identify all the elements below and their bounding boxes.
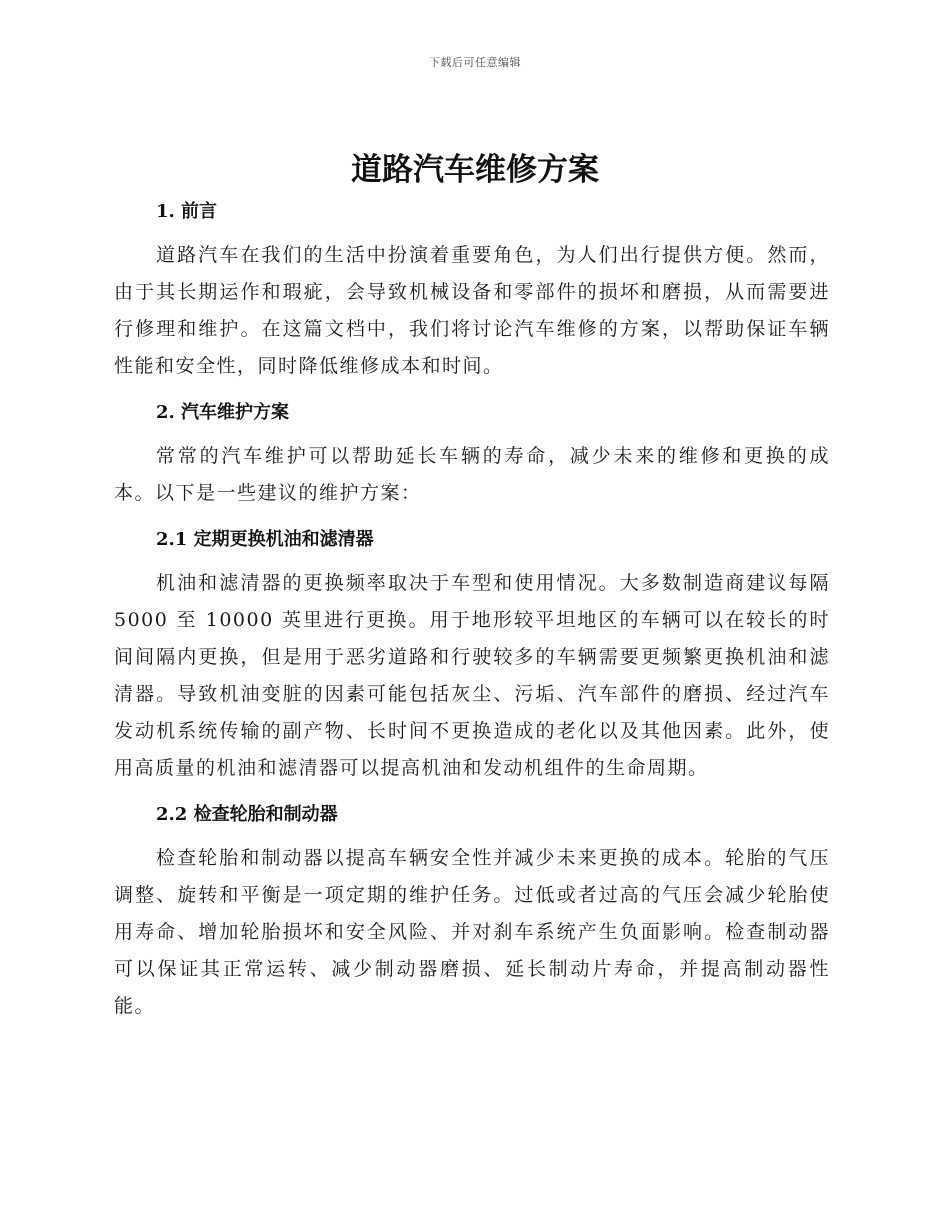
section-paragraph-tires-brakes: 检查轮胎和制动器以提高车辆安全性并减少未来更换的成本。轮胎的气压调整、旋转和平衡是一项定期的维护任务。过低或者过高的气压会减少轮胎使用寿命、增加轮胎损坏和安全风险、并对刹车系统产生负面影响。检查制动器可以保证其正常运转、减少制动器磨损、延长制动片寿命，并提高制动器性能。 — [114, 847, 830, 1017]
section-heading-preface: 1. 前言 — [156, 201, 218, 222]
document-body — [114, 194, 830, 1025]
section-heading-maintenance-plan: 2. 汽车维护方案 — [156, 402, 290, 423]
section-heading-oil-filter: 2.1 定期更换机油和滤清器 — [156, 529, 374, 550]
page-header-note: 下载后可任意编辑 — [429, 56, 521, 69]
section-paragraph-oil-filter: 机油和滤清器的更换频率取决于车型和使用情况。大多数制造商建议每隔 5000 至 10000 英里进行更换。用于地形较平坦地区的车辆可以在较长的时间间隔内更换，但是用于恶劣道路和行驶较多的车辆需要更频繁更换机油和滤清器。导致机油变脏的因素可能包括灰尘、污垢、汽车部件的磨损、经过汽车发动机系统传输的副产物、长时间不更换造成的老化以及其他因素。此外，使用高质量的机油和滤清器可以提高机油和发动机组件的生命周期。 — [114, 572, 830, 779]
document-title: 道路汽车维修方案 — [351, 152, 599, 188]
section-paragraph-preface: 道路汽车在我们的生活中扮演着重要角色，为人们出行提供方便。然而，由于其长期运作和瑕疵，会导致机械设备和零部件的损坏和磨损，从而需要进行修理和维护。在这篇文档中，我们将讨论汽车维修的方案，以帮助保证车辆性能和安全性，同时降低维修成本和时间。 — [114, 244, 830, 377]
section-paragraph-maintenance-plan: 常常的汽车维护可以帮助延长车辆的寿命，减少未来的维修和更换的成本。以下是一些建议的维护方案： — [114, 445, 830, 504]
section-heading-tires-brakes: 2.2 检查轮胎和制动器 — [156, 804, 338, 825]
